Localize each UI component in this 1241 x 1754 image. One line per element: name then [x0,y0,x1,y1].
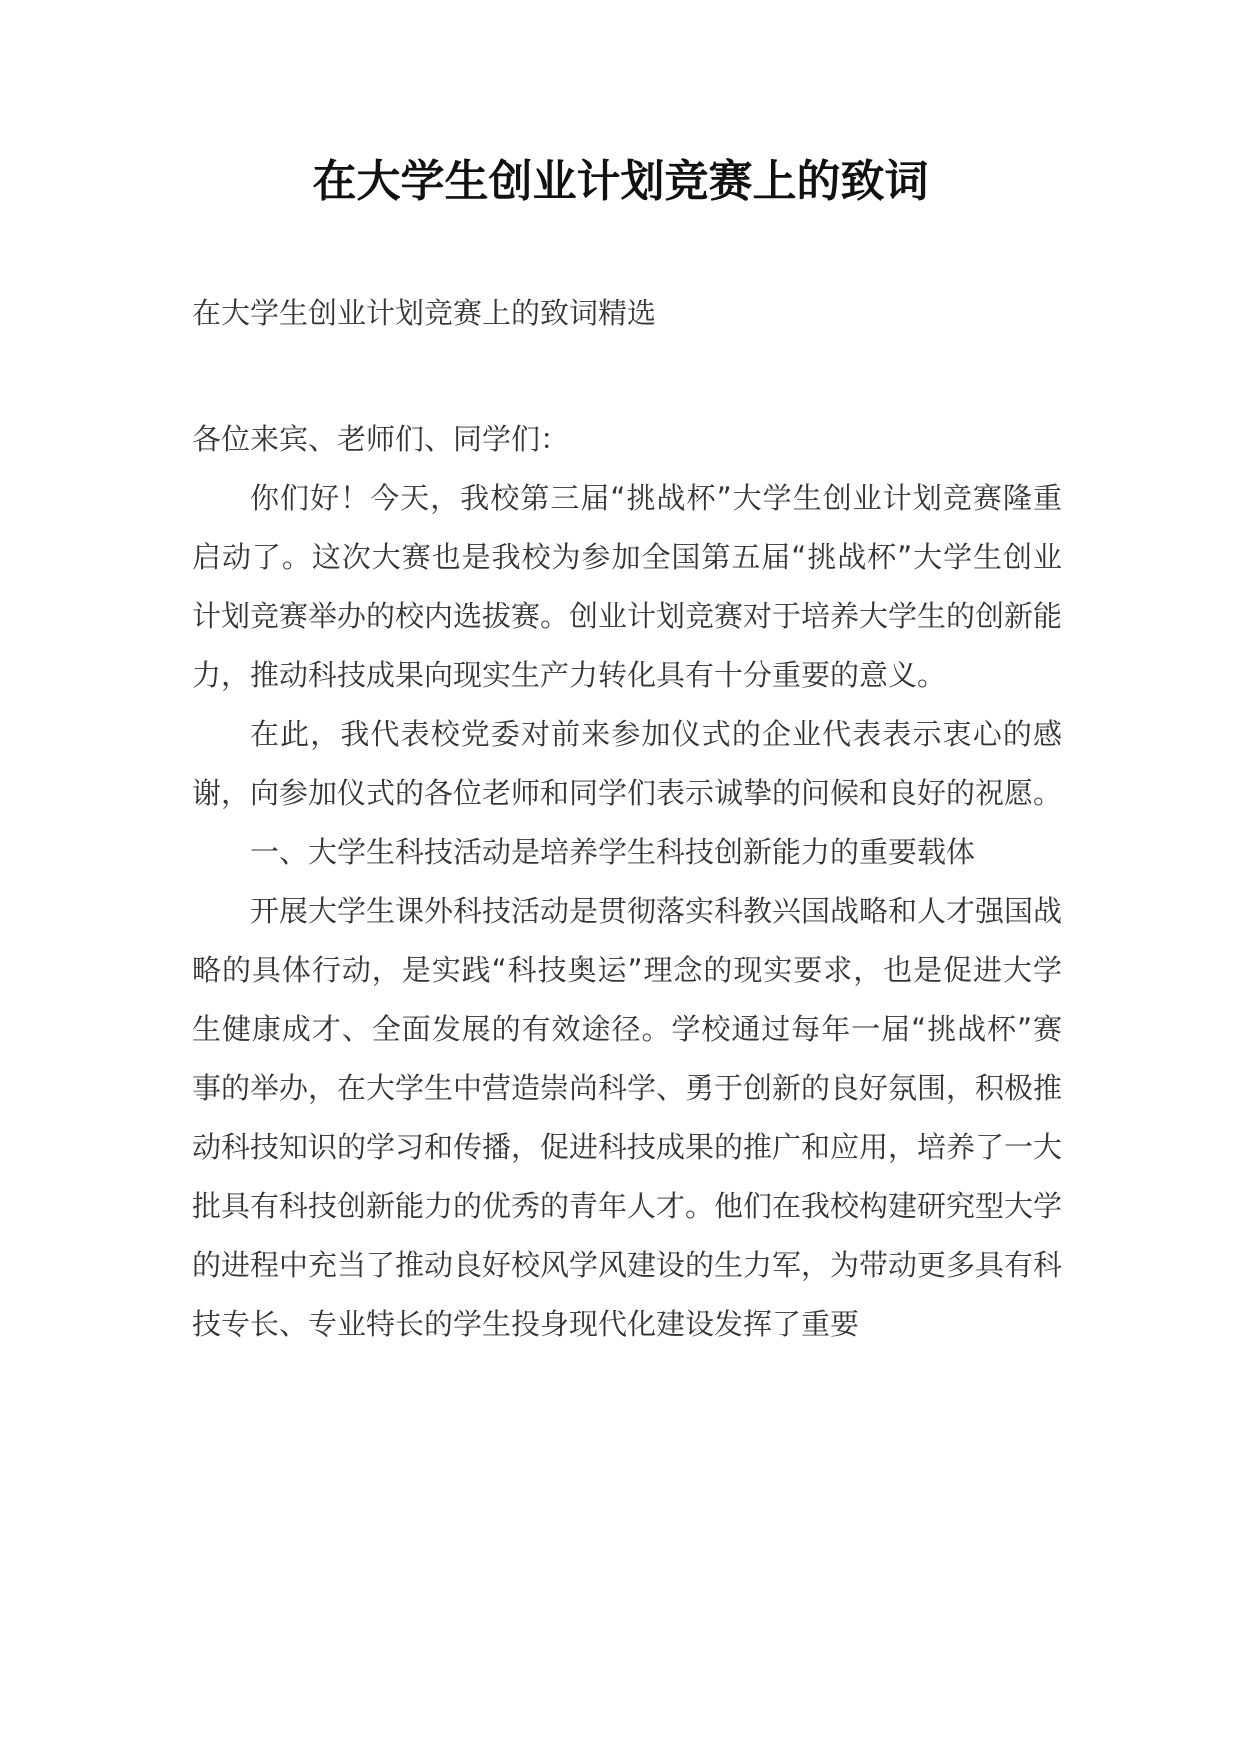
section-heading-1: 一、大学生科技活动是培养学生科技创新能力的重要载体 [250,835,976,869]
paragraph-section-1: 开展大学生课外科技活动是贯彻落实科教兴国战略和人才强国战略的具体行动，是实践“科技奥运”理念的现实要求，也是促进大学生健康成才、全面发展的有效途径。学校通过每年一届“挑战杯”赛事的举办，在大学生中营造崇尚科学、勇于创新的良好氛围，积极推动科技知识的学习和传播，促进科技成果的推广和应用，培养了一大批具有科技创新能力的优秀的青年人才。他们在我校构建研究型大学的进程中充当了推动良好校风学风建设的生力军，为带动更多具有科技专长、专业特长的学生投身现代化建设发挥了重要 [192,894,1063,1341]
paragraph-thanks: 在此，我代表校党委对前来参加仪式的企业代表表示衷心的感谢，向参加仪式的各位老师和同学们表示诚挚的问候和良好的祝愿。 [192,717,1063,810]
salutation: 各位来宾、老师们、同学们： [192,422,570,456]
paragraph-opening: 你们好！今天，我校第三届“挑战杯”大学生创业计划竞赛隆重启动了。这次大赛也是我校为参加全国第五届“挑战杯”大学生创业计划竞赛举办的校内选拔赛。创业计划竞赛对于培养大学生的创新能力，推动科技成果向现实生产力转化具有十分重要的意义。 [192,481,1063,692]
document-body [192,410,1062,1354]
document-subtitle: 在大学生创业计划竞赛上的致词精选 [192,296,657,330]
document-title: 在大学生创业计划竞赛上的致词 [312,156,929,207]
